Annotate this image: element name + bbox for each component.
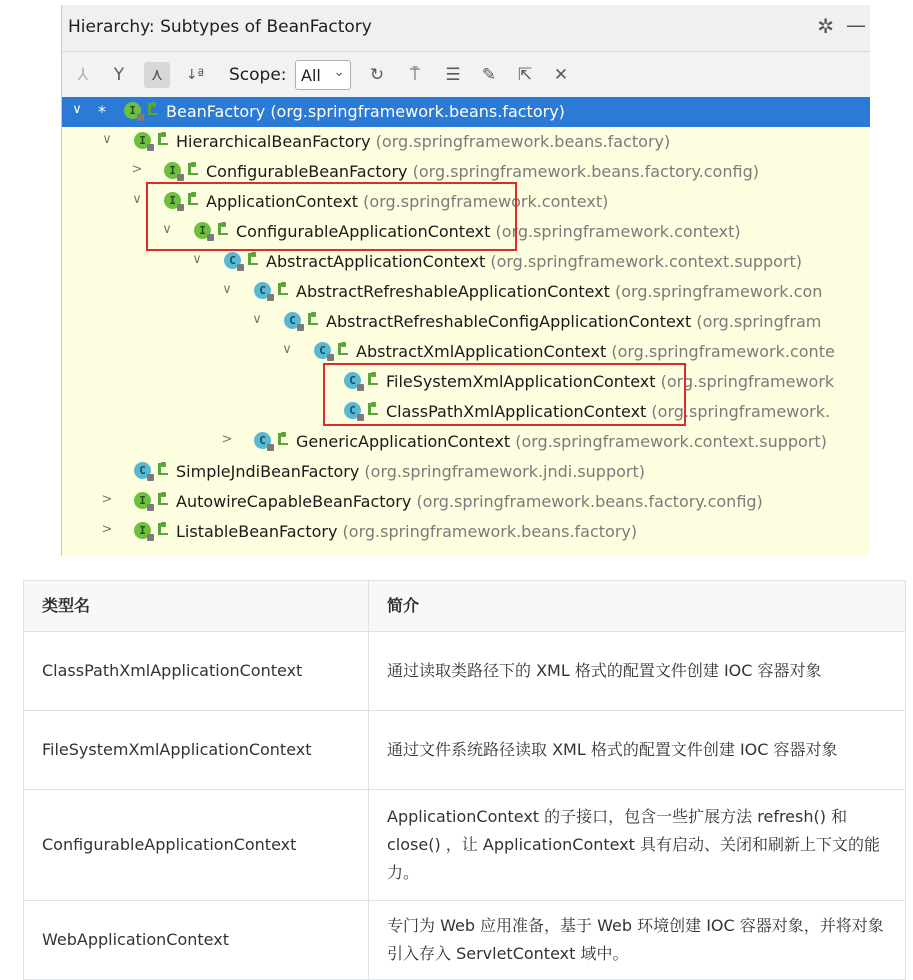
tree-node[interactable] [62, 457, 870, 487]
public-access-icon [158, 463, 168, 475]
table-row [24, 790, 906, 901]
chevron-down-icon[interactable]: ∨ [162, 222, 172, 237]
public-access-icon [338, 343, 348, 355]
package-name: (org.springframework.beans.factory) [342, 522, 638, 541]
class-icon: C [254, 432, 271, 449]
type-name: BeanFactory [166, 102, 266, 121]
type-name-cell: FileSystemXmlApplicationContext [24, 711, 369, 790]
tree-node[interactable] [62, 187, 870, 217]
autoscroll-icon[interactable]: ⍑ [409, 65, 421, 85]
type-name: ConfigurableBeanFactory [206, 162, 408, 181]
tree-node-label [386, 372, 834, 391]
tree-node-label [386, 402, 830, 421]
type-name-cell: ConfigurableApplicationContext [24, 790, 369, 901]
type-name: FileSystemXmlApplicationContext [386, 372, 656, 391]
public-access-icon [158, 133, 168, 145]
expand-all-icon[interactable]: ☰ [445, 65, 461, 85]
scope-dropdown[interactable] [295, 60, 351, 90]
package-name: (org.springframework.context.support) [515, 432, 827, 451]
public-access-icon [278, 433, 288, 445]
export-icon[interactable]: ⇱ [517, 65, 533, 85]
tree-node[interactable] [62, 517, 870, 547]
tree-node[interactable] [62, 397, 870, 427]
interface-icon: I [134, 132, 151, 149]
chevron-right-icon[interactable]: > [101, 522, 113, 537]
package-name: (org.springframework.context) [495, 222, 741, 241]
panel-title: Hierarchy: Subtypes of BeanFactory [68, 17, 372, 37]
tree-node-label [176, 132, 670, 151]
hierarchy-toolbar [62, 52, 870, 98]
close-icon[interactable]: ✕ [553, 65, 569, 85]
tree-node-label [176, 462, 645, 481]
chevron-down-icon[interactable]: ∨ [282, 342, 292, 357]
chevron-down-icon[interactable]: ∨ [72, 102, 82, 117]
package-name: (org.springframework.con [615, 282, 823, 301]
chevron-down-icon[interactable]: ∨ [222, 282, 232, 297]
tree-node[interactable] [62, 427, 870, 457]
public-access-icon [148, 103, 158, 115]
tree-node-label [176, 492, 763, 511]
class-icon: C [344, 402, 361, 419]
tree-node-label [206, 192, 608, 211]
table-row [24, 711, 906, 790]
description-cell: 专门为 Web 应用准备，基于 Web 环境创建 IOC 容器对象，并将对象引入存入 ServletContext 域中。 [369, 901, 906, 980]
public-access-icon [188, 193, 198, 205]
tree-node-label [356, 342, 835, 361]
class-icon: C [284, 312, 301, 329]
chevron-right-icon[interactable]: > [221, 432, 233, 447]
supertypes-icon[interactable]: ⅄ [77, 65, 89, 85]
interface-icon: I [124, 102, 141, 119]
package-name: (org.springfram [696, 312, 822, 331]
tree-node-label [176, 522, 637, 541]
tree-node-label [206, 162, 759, 181]
package-name: (org.springframework.beans.factory) [375, 132, 671, 151]
type-name-cell: ClassPathXmlApplicationContext [24, 632, 369, 711]
minimize-icon[interactable]: — [846, 13, 866, 37]
type-name: ClassPathXmlApplicationContext [386, 402, 647, 421]
chevron-down-icon[interactable]: ∨ [252, 312, 262, 327]
type-name: ApplicationContext [206, 192, 359, 211]
description-cell: 通过文件系统路径读取 XML 格式的配置文件创建 IOC 容器对象 [369, 711, 906, 790]
focus-star-icon: * [98, 102, 106, 121]
type-table [23, 580, 906, 980]
package-name: (org.springframework.beans.factory) [270, 102, 565, 121]
type-name: HierarchicalBeanFactory [176, 132, 371, 151]
package-name: (org.springframework.jndi.support) [364, 462, 645, 481]
class-icon: C [314, 342, 331, 359]
class-icon: C [134, 462, 151, 479]
public-access-icon [188, 163, 198, 175]
public-access-icon [308, 313, 318, 325]
type-name: AutowireCapableBeanFactory [176, 492, 412, 511]
type-name: AbstractApplicationContext [266, 252, 486, 271]
table-row [24, 901, 906, 980]
class-icon: C [344, 372, 361, 389]
table-row [24, 632, 906, 711]
tree-node[interactable] [62, 247, 870, 277]
refresh-icon[interactable]: ↻ [369, 65, 385, 85]
package-name: (org.springframework.beans.factory.config) [416, 492, 763, 511]
public-access-icon [218, 223, 228, 235]
tree-node-label [166, 102, 565, 121]
type-name-cell: WebApplicationContext [24, 901, 369, 980]
interface-icon: I [134, 492, 151, 509]
public-access-icon [248, 253, 258, 265]
class-icon: C [254, 282, 271, 299]
tree-node[interactable] [62, 277, 870, 307]
header-type-name: 类型名 [24, 581, 369, 632]
chevron-down-icon[interactable]: ∨ [132, 192, 142, 207]
scope-value: All [301, 66, 321, 85]
tree-node-label [326, 312, 821, 331]
interface-icon: I [194, 222, 211, 239]
interface-icon: I [164, 162, 181, 179]
chevron-down-icon[interactable]: ∨ [102, 132, 112, 147]
package-name: (org.springframework.conte [611, 342, 835, 361]
pin-icon[interactable]: ✎ [481, 65, 497, 85]
public-access-icon [278, 283, 288, 295]
sort-alpha-icon[interactable]: ↓ª [185, 67, 205, 83]
tree-node-label [236, 222, 741, 241]
public-access-icon [158, 523, 168, 535]
tree-node[interactable] [62, 97, 870, 127]
class-hierarchy-icon[interactable]: ⋏ [144, 62, 170, 88]
tree-node-label [296, 282, 822, 301]
interface-icon: I [164, 192, 181, 209]
header-description: 简介 [369, 581, 906, 632]
tree-node[interactable] [62, 217, 870, 247]
hierarchy-panel [61, 5, 870, 556]
scope-label: Scope: [229, 65, 287, 85]
tree-node[interactable] [62, 367, 870, 397]
chevron-down-icon[interactable]: ∨ [192, 252, 202, 267]
table-header-row [24, 581, 906, 632]
tree-node[interactable] [62, 307, 870, 337]
type-name: AbstractRefreshableConfigApplicationContext [326, 312, 692, 331]
subtypes-icon[interactable]: Y [113, 65, 125, 85]
package-name: (org.springframework.context) [363, 192, 609, 211]
public-access-icon [368, 373, 378, 385]
package-name: (org.springframework. [651, 402, 831, 421]
type-name: AbstractRefreshableApplicationContext [296, 282, 610, 301]
public-access-icon [368, 403, 378, 415]
tree-node[interactable] [62, 487, 870, 517]
type-name: ListableBeanFactory [176, 522, 338, 541]
chevron-right-icon[interactable]: > [131, 162, 143, 177]
package-name: (org.springframework.beans.factory.config) [412, 162, 759, 181]
panel-title-bar [62, 5, 870, 52]
type-name: ConfigurableApplicationContext [236, 222, 491, 241]
tree-node-label [266, 252, 802, 271]
chevron-down-icon: ⌄ [333, 64, 345, 80]
package-name: (org.springframework [660, 372, 835, 391]
description-cell: 通过读取类路径下的 XML 格式的配置文件创建 IOC 容器对象 [369, 632, 906, 711]
type-name: SimpleJndiBeanFactory [176, 462, 360, 481]
type-name: AbstractXmlApplicationContext [356, 342, 607, 361]
tree-node[interactable] [62, 127, 870, 157]
tree-node[interactable] [62, 157, 870, 187]
public-access-icon [158, 493, 168, 505]
tree-node-label [296, 432, 827, 451]
class-icon: C [224, 252, 241, 269]
chevron-right-icon[interactable]: > [101, 492, 113, 507]
gear-icon[interactable]: ✲ [817, 14, 834, 38]
description-cell: ApplicationContext 的子接口，包含一些扩展方法 refresh() 和 close() ，让 ApplicationContext 具有启动、关闭和刷新上下文的能力。 [369, 790, 906, 901]
type-name: GenericApplicationContext [296, 432, 511, 451]
interface-icon: I [134, 522, 151, 539]
tree-node[interactable] [62, 337, 870, 367]
package-name: (org.springframework.context.support) [490, 252, 803, 271]
